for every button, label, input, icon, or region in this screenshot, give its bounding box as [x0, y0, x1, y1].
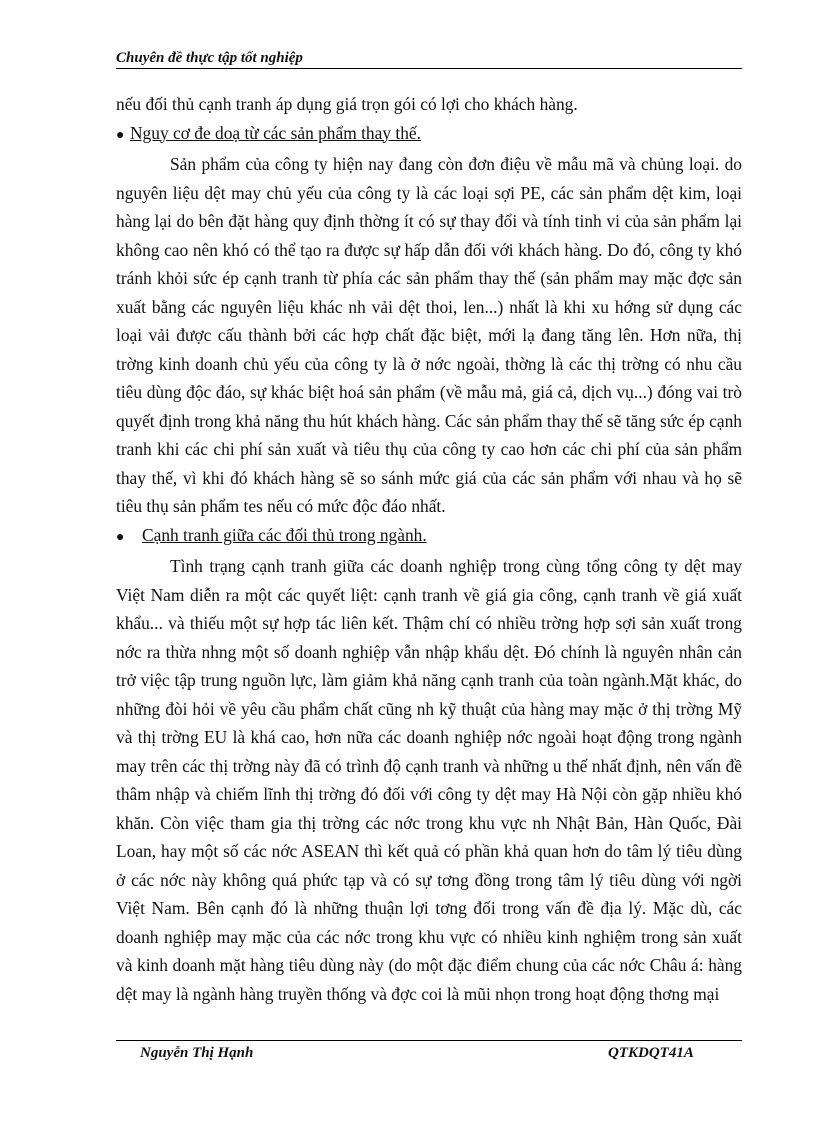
paragraph-substitutes: Sản phẩm của công ty hiện nay đang còn đơn điệu về mẫu mã và chủng loại. do nguyên liệu dệt may chủ yếu của công ty là các loại sợi PE, các sản phẩm dệt kim, loại hàng lại do bên đặt hàng quy định thờng ít có sự thay đổi và tính tinh vi của sản phẩm lại không cao nên khó có thể tạo ra được sự hấp dẫn đối với khách hàng. Do đó, công ty khó tránh khỏi sức ép cạnh tranh từ phía các sản phẩm thay thế (sản phẩm may mặc đợc sản xuất bằng các nguyên liệu khác nh vải dệt thoi, len...) nhất là khi xu hớng sử dụng các loại vải được cấu thành bởi các hợp chất đặc biệt, mới lạ đang tăng lên. Hơn nữa, thị trờng kinh doanh chủ yếu của công ty là ở nớc ngoài, thờng là các thị trờng có nhu cầu tiêu dùng độc đáo, sự khác biệt hoá sản phẩm (về mẫu mả, giá cả, dịch vụ...) đóng vai trò quyết định trong khả năng thu hút khách hàng. Các sản phẩm thay thế sẽ tăng sức ép cạnh tranh khi các chi phí sản xuất và tiêu thụ của công ty cao hơn các chi phí của sản phẩm thay thế, vì khi đó khách hàng sẽ so sánh mức giá của các sản phẩm với nhau và họ sẽ tiêu thụ sản phẩm tes nếu có mức độc đáo nhất.	[116, 154, 742, 516]
section-heading-label: Cạnh tranh giữa các đối thủ trong ngành.	[142, 524, 427, 545]
section-heading-substitutes	[116, 119, 742, 151]
page-body	[116, 90, 742, 1008]
header-rule	[116, 68, 742, 69]
section-heading-competition	[116, 521, 742, 553]
header-title: Chuyên đề thực tập tốt nghiệp	[116, 50, 303, 66]
section-heading-label: Nguy cơ đe doạ từ các sản phẩm thay thế.	[130, 122, 421, 143]
intro-text: nếu đối thủ cạnh tranh áp dụng giá trọn gói có lợi cho khách hàng.	[116, 94, 578, 114]
footer-author: Nguyễn Thị Hạnh	[140, 1045, 254, 1061]
footer-rule	[116, 1040, 742, 1041]
footer-class: QTKDQT41A	[608, 1045, 694, 1061]
bullet-icon: ●	[116, 127, 125, 143]
paragraph-competition: Tình trạng cạnh tranh giữa các doanh nghiệp trong cùng tổng công ty dệt may Việt Nam diễn ra một các quyết liệt: cạnh tranh về giá gia công, cạnh tranh về giá xuất khẩu... và thiếu một sự hợp tác liên kết. Thậm chí có nhiều trờng hợp sợi sản xuất trong nớc ra thừa nhng một số doanh nghiệp vẫn nhập khẩu dệt. Đó chính là nguyên nhân cản trở việc tập trung nguồn lực, làm giảm khả năng cạnh tranh của toàn ngành.Mặt khác, do những đòi hỏi về yêu cầu phẩm chất cũng nh kỹ thuật của hàng may mặc ở thị trờng Mỹ và thị trờng EU là khá cao, hơn nữa các doanh nghiệp nớc ngoài hoạt động trong ngành may trên các thị trờng này đã có trình độ cạnh tranh và những u thế nhất định, nên vấn đề thâm nhập và chiếm lĩnh thị trờng đó đối với công ty dệt may Hà Nội còn gặp nhiều khó khăn. Còn việc tham gia thị trờng các nớc trong khu vực nh Nhật Bản, Hàn Quốc, Đài Loan, hay một số các nớc ASEAN thì kết quả có phần khả quan hơn do tâm lý tiêu dùng ở các nớc này không quá phức tạp và có sự tơng đồng trong tâm lý tiêu dùng với ngời Việt Nam. Bên cạnh đó là những thuận lợi tơng đối trong vấn đề địa lý. Mặc dù, các doanh nghiệp may mặc của các nớc trong khu vực có nhiều kinh nghiệm trong sản xuất và kinh doanh mặt hàng tiêu dùng này (do một đặc điểm chung của các nớc Châu á: hàng dệt may là ngành hàng truyền thống và đợc coi là mũi nhọn trong hoạt động thơng mại	[116, 556, 742, 1004]
bullet-icon: ●	[116, 529, 125, 545]
